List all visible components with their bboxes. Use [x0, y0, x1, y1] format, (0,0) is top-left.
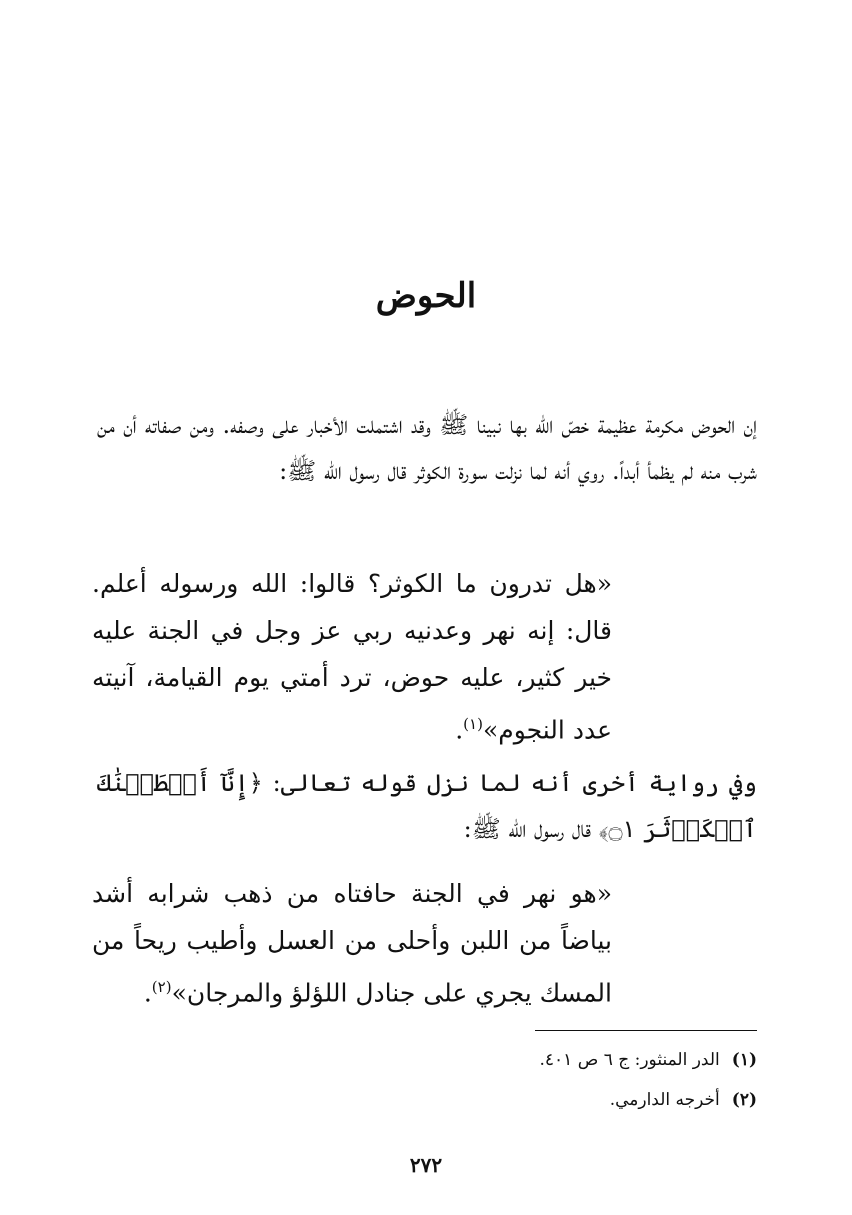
- hadith-quote-2-text: «هو نهر في الجنة حافتاه من ذهب شرابه أشد بياضاً من اللبن وأحلى من العسل وأطيب ريحاً من المسك يجري على جنادل اللؤلؤ والمرجان»: [92, 879, 612, 1008]
- intro-paragraph: إن الحوض مكرمة عظيمة خصّ الله بها نبينا ﷺ وقد اشتملت الأخبار على وصفه. ومن صفاته أن من شرب منه لم يظمأ أبداً. روي أنه لما نزلت سورة الكوثر قال رسول الله ﷺ:: [97, 411, 757, 485]
- hadith-quote-1: [92, 560, 612, 753]
- hadith-quote-1-text: «هل تدرون ما الكوثر؟ قالوا: الله ورسوله أعلم. قال: إنه نهر وعدنيه ربي عز وجل في الجنة عليه خير كثير، عليه حوض، ترد أمتي يوم القيامة، آنيته عدد النجوم»: [92, 569, 612, 745]
- hadith-quote-2-end: .: [143, 978, 152, 1008]
- footnote-ref-1[interactable]: (١): [463, 715, 483, 733]
- page-title: الحوض: [375, 276, 477, 316]
- footnote-item: [97, 1080, 757, 1120]
- footnote-text: أخرجه الدارمي.: [609, 1090, 720, 1110]
- hadith-quote-2: [92, 870, 612, 1016]
- footnote-item: [97, 1040, 757, 1080]
- footnote-text: الدر المنثور: ج ٦ ص ٤٠١.: [539, 1050, 720, 1070]
- footnote-ref-2[interactable]: (٢): [151, 978, 172, 996]
- footnote-divider: [535, 1030, 757, 1031]
- second-paragraph: وفي رواية أخرى أنه لما نزل قوله تعالى: ﴿إِنَّآ أَعۡطَيۡنَٰكَ ٱلۡكَوۡثَرَ ۝١﴾ قال رسول الله ﷺ:: [97, 769, 757, 843]
- footnote-number: (١): [731, 1050, 757, 1070]
- hadith-quote-1-end: .: [455, 715, 464, 745]
- page-number: ٢٧٢: [409, 1153, 443, 1177]
- footnote-number: (٢): [731, 1090, 757, 1110]
- footnotes-list: [97, 1040, 757, 1120]
